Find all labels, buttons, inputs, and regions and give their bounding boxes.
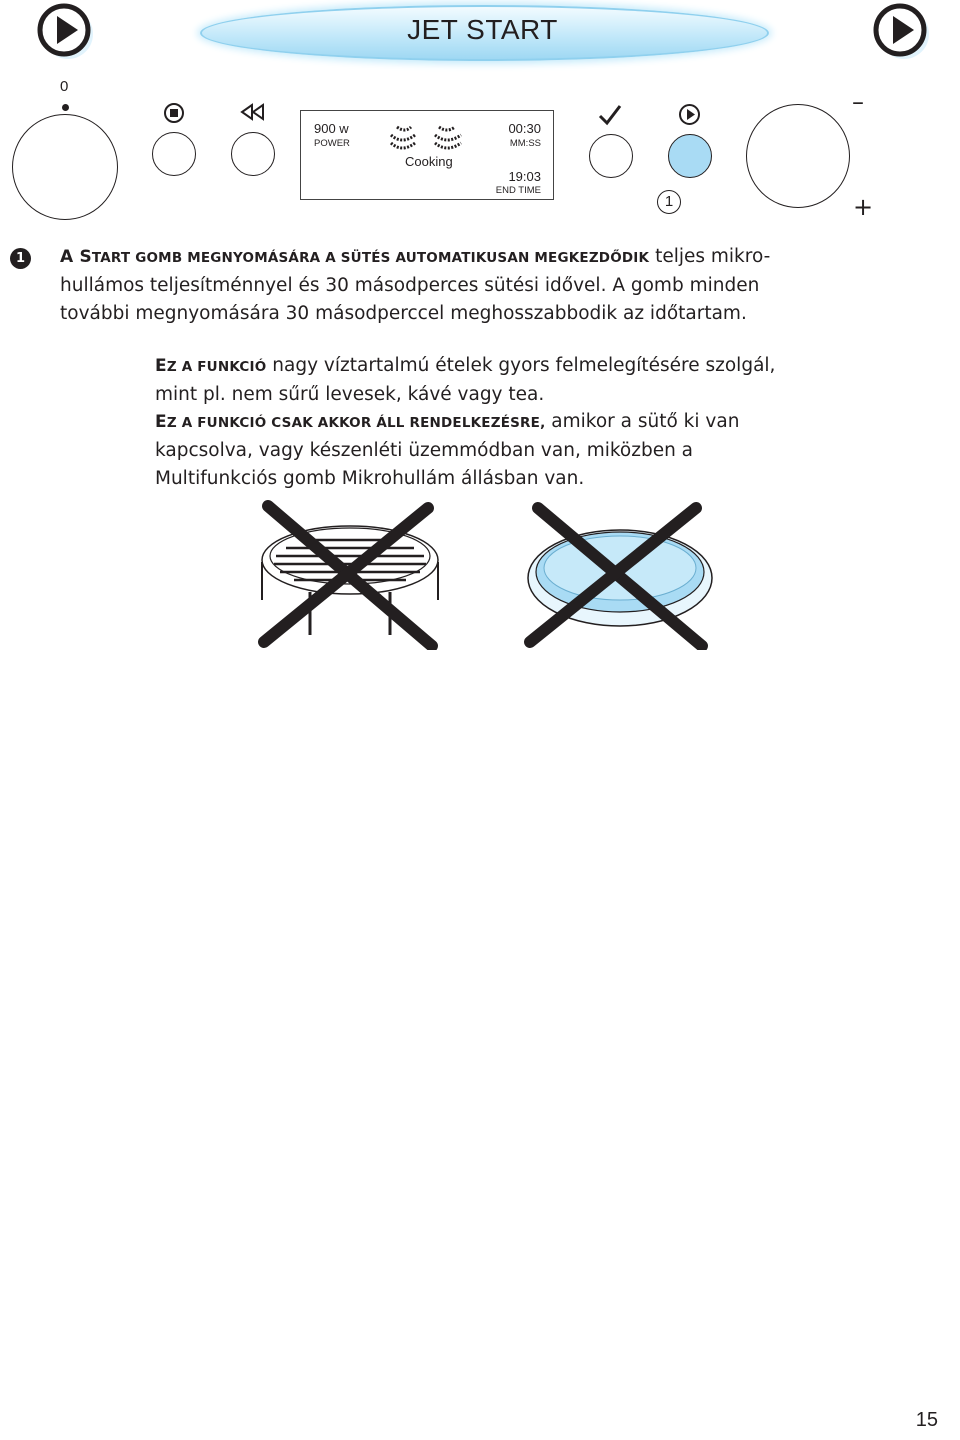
step-body-text: teljes mikro-hullámos teljesítménnyel és 30 másodperces sütési idővel. A gomb minden további megnyomására 30 másodperccel meghosszabbodik az időtartam.	[60, 246, 771, 324]
end-time-label: END TIME	[495, 185, 541, 196]
note1-body: nagy víztartalmú ételek gyors felmelegítésére szolgál, mint pl. nem sűrű levesek, kávé vagy tea.	[155, 355, 776, 405]
note2-smallcaps: Z A FUNKCIÓ CSAK AKKOR ÁLL RENDELKEZÉSRE,	[166, 415, 546, 431]
status-text: Cooking	[405, 154, 453, 169]
step-lead-cap: A S	[60, 247, 92, 267]
plus-label: +	[853, 193, 874, 221]
callout-number: 1	[657, 190, 681, 214]
note2-body: amikor a sütő ki van kapcsolva, vagy készenléti üzemmódban van, miközben a Multifunkciós gomb Mikrohullám állásban van.	[155, 411, 740, 489]
note1-smallcaps: Z A FUNKCIÓ	[166, 359, 267, 375]
note1-cap: E	[155, 356, 167, 376]
dial-marker-dot	[62, 104, 69, 111]
crossed-out-crisp-plate-illustration	[520, 500, 720, 650]
play-icon	[678, 103, 701, 126]
note2-cap: E	[155, 412, 167, 432]
play-circle-icon	[872, 2, 930, 60]
rewind-icon	[240, 102, 266, 122]
end-time-value: 19:03	[508, 169, 541, 184]
note-paragraph-1	[155, 352, 815, 409]
timer-label: MM:SS	[509, 138, 541, 149]
page-number: 15	[915, 1409, 938, 1431]
multifunction-knob[interactable]	[12, 114, 118, 220]
confirm-button[interactable]	[589, 134, 633, 178]
power-value: 900 w	[314, 121, 349, 136]
step-number-badge: 1	[10, 248, 31, 269]
note-paragraph-2	[155, 408, 815, 493]
power-label: POWER	[314, 138, 350, 149]
step-lead-smallcaps: TART GOMB MEGNYOMÁSÁRA A SÜTÉS AUTOMATIKUSAN MEGKEZDŐDIK	[91, 250, 650, 266]
crossed-out-grill-rack-illustration	[250, 500, 450, 650]
dial-zero-label: 0	[60, 78, 69, 95]
step-lead-text	[60, 247, 650, 267]
adjust-knob[interactable]	[746, 104, 850, 208]
page-title: JET START	[407, 14, 558, 45]
timer-value: 00:30	[508, 121, 541, 136]
lcd-display	[300, 110, 554, 200]
stop-button[interactable]	[152, 132, 196, 176]
play-circle-icon	[36, 2, 94, 60]
stop-icon	[163, 102, 185, 124]
note1-lead	[155, 356, 267, 376]
minus-label: –	[852, 88, 864, 116]
back-button[interactable]	[231, 132, 275, 176]
microwave-waves-icon	[387, 123, 467, 157]
start-button[interactable]	[668, 134, 712, 178]
note2-lead	[155, 412, 546, 432]
step-paragraph	[60, 243, 800, 328]
check-icon	[598, 104, 622, 126]
